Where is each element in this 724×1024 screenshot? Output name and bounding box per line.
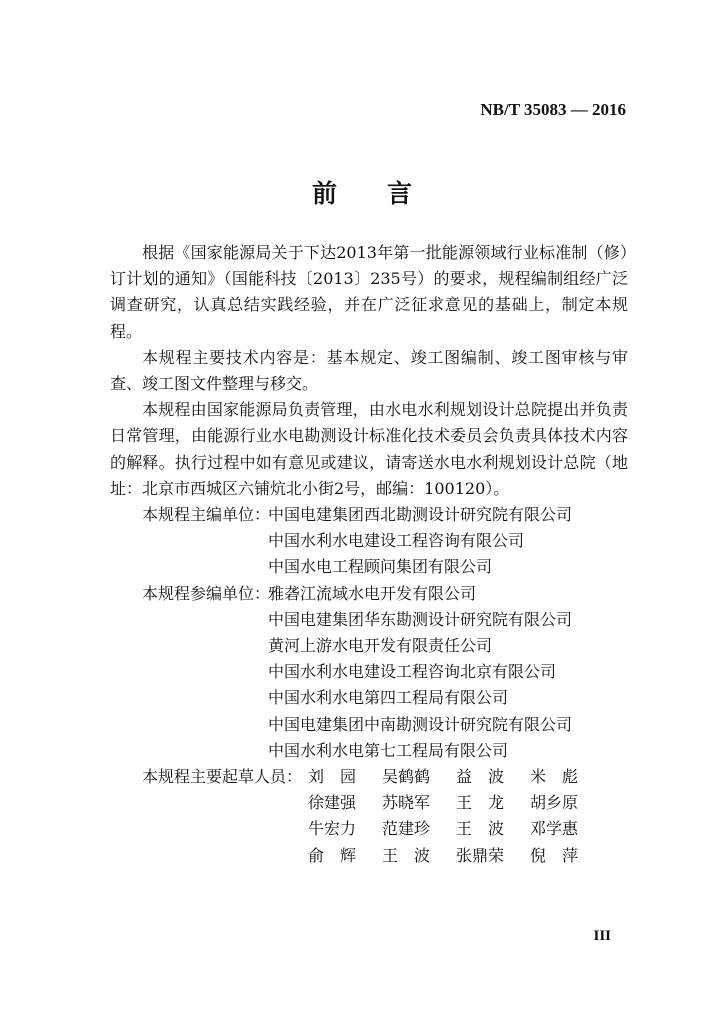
drafters-list xyxy=(308,764,604,869)
participating-units-list xyxy=(268,581,628,764)
participating-units-label: 本规程参编单位： xyxy=(142,583,271,603)
drafter-name: 牛宏力 xyxy=(308,819,357,839)
drafter-name: 益 波 xyxy=(456,767,505,787)
drafter-name: 米 彪 xyxy=(530,767,579,787)
drafters xyxy=(110,764,628,869)
drafter-name: 张鼎荣 xyxy=(456,845,505,865)
unit-name: 中国电建集团中南勘测设计研究院有限公司 xyxy=(268,714,573,734)
drafter-name: 刘 园 xyxy=(308,767,357,787)
unit-name: 中国水利水电第四工程局有限公司 xyxy=(268,688,509,708)
preface-paragraph: 本规程由国家能源局负责管理，由水电水利规划设计总院提出并负责日常管理，由能源行业水电勘测设计标准化技术委员会负责具体技术内容的解释。执行过程中如有意见或建议，请寄送水电水利规划设计总院（地址：北京市西城区六铺炕北小街2号，邮编：100120）。 xyxy=(110,400,628,498)
unit-name: 黄河上游水电开发有限责任公司 xyxy=(268,636,493,656)
drafter-name: 徐建强 xyxy=(308,793,357,813)
drafter-name: 吴鹤鹤 xyxy=(382,767,431,787)
drafter-name: 邓学惠 xyxy=(530,819,579,839)
drafter-name: 王 波 xyxy=(456,819,505,839)
unit-name: 中国水利水电建设工程咨询有限公司 xyxy=(268,531,525,551)
chief-units xyxy=(110,502,628,581)
drafter-name: 倪 萍 xyxy=(530,845,579,865)
preface-body xyxy=(110,240,628,869)
standard-code: NB/T 35083 — 2016 xyxy=(480,100,626,119)
drafter-name: 俞 辉 xyxy=(308,845,357,865)
page-number: III xyxy=(593,928,611,944)
page-title: 前言 xyxy=(311,179,462,208)
drafter-name: 胡乡原 xyxy=(530,793,579,813)
unit-name: 中国水利水电建设工程咨询北京有限公司 xyxy=(268,662,557,682)
chief-units-list xyxy=(268,502,628,581)
unit-name: 中国水电工程顾问集团有限公司 xyxy=(268,557,493,577)
drafter-name: 王 波 xyxy=(382,845,431,865)
drafter-name: 王 龙 xyxy=(456,793,505,813)
preface-paragraph: 根据《国家能源局关于下达2013年第一批能源领域行业标准制（修）订计划的通知》（国能科技〔2013〕235号）的要求，规程编制组经广泛调查研究，认真总结实践经验，并在广泛征求意见的基础上，制定本规程。 xyxy=(110,243,628,341)
preface-paragraph: 本规程主要技术内容是：基本规定、竣工图编制、竣工图审核与审查、竣工图文件整理与移交。 xyxy=(110,347,628,394)
unit-name: 雅砻江流域水电开发有限公司 xyxy=(268,583,477,603)
drafter-name: 范建珍 xyxy=(382,819,431,839)
unit-name: 中国电建集团华东勘测设计研究院有限公司 xyxy=(268,609,573,629)
unit-name: 中国电建集团西北勘测设计研究院有限公司 xyxy=(268,505,573,525)
participating-units xyxy=(110,581,628,764)
chief-units-label: 本规程主编单位： xyxy=(142,505,271,525)
drafter-name: 苏晓军 xyxy=(382,793,431,813)
unit-name: 中国水利水电第七工程局有限公司 xyxy=(268,740,509,760)
drafters-label: 本规程主要起草人员： xyxy=(142,767,303,787)
